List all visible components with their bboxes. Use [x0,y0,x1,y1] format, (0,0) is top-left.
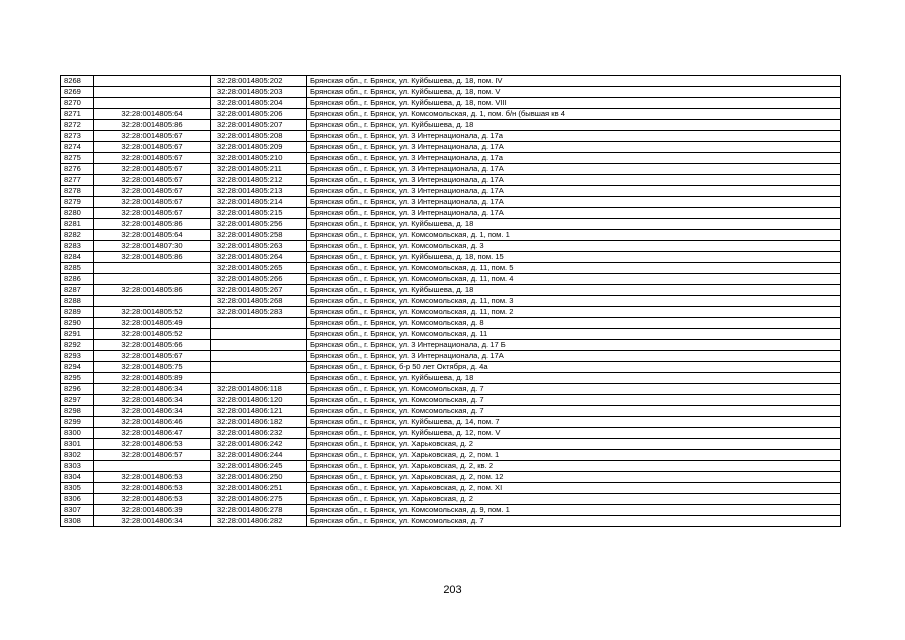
row-number-cell: 8289 [61,307,94,318]
object-cadastral-cell: 32:28:0014805:204 [211,98,307,109]
table-row [61,274,841,285]
row-number-cell: 8292 [61,340,94,351]
object-cadastral-cell: 32:28:0014806:182 [211,417,307,428]
row-number-cell: 8306 [61,494,94,505]
table-row [61,164,841,175]
parcel-cadastral-cell [94,296,211,307]
parcel-cadastral-cell: 32:28:0014805:75 [94,362,211,373]
parcel-cadastral-cell [94,98,211,109]
parcel-cadastral-cell: 32:28:0014805:49 [94,318,211,329]
address-cell: Брянская обл., г. Брянск, ул. Комсомольская, д. 7 [307,384,841,395]
row-number-cell: 8274 [61,142,94,153]
address-cell: Брянская обл., г. Брянск, ул. Комсомольская, д. 7 [307,406,841,417]
parcel-cadastral-cell: 32:28:0014806:53 [94,494,211,505]
address-cell: Брянская обл., г. Брянск, ул. Куйбышева, д. 18 [307,219,841,230]
table-row [61,362,841,373]
table-row [61,461,841,472]
parcel-cadastral-cell: 32:28:0014805:67 [94,131,211,142]
row-number-cell: 8302 [61,450,94,461]
object-cadastral-cell: 32:28:0014805:202 [211,76,307,87]
parcel-cadastral-cell: 32:28:0014806:57 [94,450,211,461]
row-number-cell: 8293 [61,351,94,362]
address-cell: Брянская обл., г. Брянск, ул. Комсомольская, д. 11, пом. 4 [307,274,841,285]
row-number-cell: 8285 [61,263,94,274]
address-cell: Брянская обл., г. Брянск, ул. 3 Интернационала, д. 17А [307,175,841,186]
object-cadastral-cell: 32:28:0014805:265 [211,263,307,274]
table-row [61,98,841,109]
parcel-cadastral-cell: 32:28:0014807:30 [94,241,211,252]
row-number-cell: 8295 [61,373,94,384]
parcel-cadastral-cell: 32:28:0014806:39 [94,505,211,516]
address-cell: Брянская обл., г. Брянск, ул. Комсомольская, д. 1, пом. 1 [307,230,841,241]
table-row [61,142,841,153]
row-number-cell: 8300 [61,428,94,439]
parcel-cadastral-cell [94,461,211,472]
address-cell: Брянская обл., г. Брянск, ул. Куйбышева, д. 18, пом. IV [307,76,841,87]
parcel-cadastral-cell: 32:28:0014805:86 [94,120,211,131]
object-cadastral-cell: 32:28:0014806:275 [211,494,307,505]
object-cadastral-cell: 32:28:0014805:268 [211,296,307,307]
object-cadastral-cell: 32:28:0014806:250 [211,472,307,483]
parcel-cadastral-cell [94,274,211,285]
address-cell: Брянская обл., г. Брянск, ул. 3 Интернационала, д. 17А [307,351,841,362]
object-cadastral-cell: 32:28:0014806:278 [211,505,307,516]
parcel-cadastral-cell: 32:28:0014805:64 [94,109,211,120]
parcel-cadastral-cell: 32:28:0014805:67 [94,142,211,153]
address-cell: Брянская обл., г. Брянск, ул. Комсомольская, д. 1, пом. б/н (бывшая кв 4 [307,109,841,120]
address-cell: Брянская обл., г. Брянск, ул. Комсомольская, д. 11, пом. 2 [307,307,841,318]
parcel-cadastral-cell: 32:28:0014805:67 [94,351,211,362]
address-cell: Брянская обл., г. Брянск, ул. Куйбышева, д. 18, пом. V [307,87,841,98]
parcel-cadastral-cell: 32:28:0014805:52 [94,329,211,340]
table-row [61,340,841,351]
object-cadastral-cell: 32:28:0014805:263 [211,241,307,252]
row-number-cell: 8291 [61,329,94,340]
parcel-cadastral-cell: 32:28:0014805:66 [94,340,211,351]
table-row [61,186,841,197]
address-cell: Брянская обл., г. Брянск, ул. 3 Интернационала, д. 17а [307,131,841,142]
row-number-cell: 8277 [61,175,94,186]
object-cadastral-cell: 32:28:0014806:118 [211,384,307,395]
row-number-cell: 8305 [61,483,94,494]
parcel-cadastral-cell: 32:28:0014805:67 [94,208,211,219]
registry-table [60,75,841,527]
object-cadastral-cell: 32:28:0014805:256 [211,219,307,230]
parcel-cadastral-cell: 32:28:0014805:67 [94,175,211,186]
table-row [61,417,841,428]
address-cell: Брянская обл., г. Брянск, ул. Комсомольская, д. 7 [307,395,841,406]
address-cell: Брянская обл., г. Брянск, ул. Куйбышева, д. 18 [307,373,841,384]
address-cell: Брянская обл., г. Брянск, ул. Харьковская, д. 2, кв. 2 [307,461,841,472]
row-number-cell: 8301 [61,439,94,450]
parcel-cadastral-cell [94,263,211,274]
object-cadastral-cell: 32:28:0014805:208 [211,131,307,142]
row-number-cell: 8286 [61,274,94,285]
row-number-cell: 8269 [61,87,94,98]
object-cadastral-cell: 32:28:0014806:242 [211,439,307,450]
object-cadastral-cell [211,329,307,340]
row-number-cell: 8273 [61,131,94,142]
object-cadastral-cell: 32:28:0014806:121 [211,406,307,417]
object-cadastral-cell [211,373,307,384]
table-row [61,472,841,483]
table-row [61,153,841,164]
parcel-cadastral-cell: 32:28:0014805:89 [94,373,211,384]
registry-table-body [61,76,841,527]
row-number-cell: 8283 [61,241,94,252]
parcel-cadastral-cell: 32:28:0014806:53 [94,472,211,483]
address-cell: Брянская обл., г. Брянск, ул. Комсомольская, д. 9, пом. 1 [307,505,841,516]
table-row [61,263,841,274]
table-row [61,120,841,131]
row-number-cell: 8303 [61,461,94,472]
address-cell: Брянская обл., г. Брянск, ул. Куйбышева, д. 18 [307,285,841,296]
address-cell: Брянская обл., г. Брянск, ул. Комсомольская, д. 7 [307,516,841,527]
parcel-cadastral-cell: 32:28:0014805:67 [94,186,211,197]
row-number-cell: 8278 [61,186,94,197]
object-cadastral-cell: 32:28:0014805:203 [211,87,307,98]
object-cadastral-cell [211,362,307,373]
object-cadastral-cell: 32:28:0014805:207 [211,120,307,131]
object-cadastral-cell: 32:28:0014805:283 [211,307,307,318]
object-cadastral-cell: 32:28:0014805:266 [211,274,307,285]
table-row [61,208,841,219]
address-cell: Брянская обл., г. Брянск, ул. Комсомольская, д. 3 [307,241,841,252]
address-cell: Брянская обл., г. Брянск, ул. 3 Интернационала, д. 17А [307,164,841,175]
parcel-cadastral-cell: 32:28:0014806:46 [94,417,211,428]
parcel-cadastral-cell: 32:28:0014806:34 [94,516,211,527]
table-row [61,175,841,186]
row-number-cell: 8279 [61,197,94,208]
table-row [61,230,841,241]
object-cadastral-cell: 32:28:0014805:211 [211,164,307,175]
parcel-cadastral-cell: 32:28:0014806:34 [94,406,211,417]
table-row [61,395,841,406]
table-row [61,505,841,516]
table-row [61,384,841,395]
address-cell: Брянская обл., г. Брянск, ул. Куйбышева, д. 18, пом. 15 [307,252,841,263]
parcel-cadastral-cell: 32:28:0014806:47 [94,428,211,439]
object-cadastral-cell: 32:28:0014806:120 [211,395,307,406]
row-number-cell: 8275 [61,153,94,164]
address-cell: Брянская обл., г. Брянск, ул. Харьковская, д. 2 [307,494,841,505]
address-cell: Брянская обл., г. Брянск, ул. Комсомольская, д. 11, пом. 3 [307,296,841,307]
table-row [61,373,841,384]
object-cadastral-cell: 32:28:0014806:282 [211,516,307,527]
address-cell: Брянская обл., г. Брянск, ул. Куйбышева, д. 18 [307,120,841,131]
parcel-cadastral-cell: 32:28:0014805:64 [94,230,211,241]
object-cadastral-cell: 32:28:0014805:267 [211,285,307,296]
parcel-cadastral-cell: 32:28:0014806:53 [94,483,211,494]
row-number-cell: 8268 [61,76,94,87]
object-cadastral-cell: 32:28:0014806:245 [211,461,307,472]
row-number-cell: 8272 [61,120,94,131]
row-number-cell: 8281 [61,219,94,230]
object-cadastral-cell: 32:28:0014805:206 [211,109,307,120]
object-cadastral-cell: 32:28:0014806:251 [211,483,307,494]
table-row [61,483,841,494]
object-cadastral-cell: 32:28:0014805:214 [211,197,307,208]
row-number-cell: 8294 [61,362,94,373]
address-cell: Брянская обл., г. Брянск, ул. 3 Интернационала, д. 17А [307,186,841,197]
table-row [61,109,841,120]
address-cell: Брянская обл., г. Брянск, б-р 50 лет Октября, д. 4а [307,362,841,373]
table-row [61,351,841,362]
object-cadastral-cell: 32:28:0014805:209 [211,142,307,153]
row-number-cell: 8284 [61,252,94,263]
row-number-cell: 8290 [61,318,94,329]
address-cell: Брянская обл., г. Брянск, ул. Харьковская, д. 2, пом. 1 [307,450,841,461]
object-cadastral-cell: 32:28:0014806:244 [211,450,307,461]
row-number-cell: 8299 [61,417,94,428]
row-number-cell: 8298 [61,406,94,417]
address-cell: Брянская обл., г. Брянск, ул. Комсомольская, д. 11, пом. 5 [307,263,841,274]
row-number-cell: 8282 [61,230,94,241]
table-row [61,285,841,296]
parcel-cadastral-cell: 32:28:0014805:67 [94,153,211,164]
row-number-cell: 8288 [61,296,94,307]
table-row [61,219,841,230]
object-cadastral-cell [211,318,307,329]
table-row [61,296,841,307]
row-number-cell: 8270 [61,98,94,109]
page-number: 203 [443,584,462,596]
address-cell: Брянская обл., г. Брянск, ул. 3 Интернационала, д. 17 Б [307,340,841,351]
parcel-cadastral-cell: 32:28:0014806:53 [94,439,211,450]
row-number-cell: 8304 [61,472,94,483]
parcel-cadastral-cell: 32:28:0014805:67 [94,197,211,208]
parcel-cadastral-cell: 32:28:0014805:86 [94,285,211,296]
table-row [61,241,841,252]
address-cell: Брянская обл., г. Брянск, ул. Комсомольская, д. 8 [307,318,841,329]
table-row [61,439,841,450]
object-cadastral-cell [211,340,307,351]
row-number-cell: 8308 [61,516,94,527]
table-row [61,307,841,318]
object-cadastral-cell: 32:28:0014805:264 [211,252,307,263]
table-row [61,516,841,527]
address-cell: Брянская обл., г. Брянск, ул. 3 Интернационала, д. 17а [307,153,841,164]
row-number-cell: 8307 [61,505,94,516]
parcel-cadastral-cell: 32:28:0014805:86 [94,219,211,230]
object-cadastral-cell: 32:28:0014806:232 [211,428,307,439]
table-row [61,131,841,142]
row-number-cell: 8296 [61,384,94,395]
parcel-cadastral-cell [94,87,211,98]
parcel-cadastral-cell: 32:28:0014806:34 [94,384,211,395]
parcel-cadastral-cell: 32:28:0014805:86 [94,252,211,263]
table-row [61,428,841,439]
table-row [61,329,841,340]
table-row [61,252,841,263]
object-cadastral-cell: 32:28:0014805:258 [211,230,307,241]
table-row [61,318,841,329]
address-cell: Брянская обл., г. Брянск, ул. Комсомольская, д. 11 [307,329,841,340]
table-row [61,76,841,87]
parcel-cadastral-cell: 32:28:0014805:67 [94,164,211,175]
object-cadastral-cell [211,351,307,362]
address-cell: Брянская обл., г. Брянск, ул. Харьковская, д. 2 [307,439,841,450]
row-number-cell: 8280 [61,208,94,219]
object-cadastral-cell: 32:28:0014805:213 [211,186,307,197]
table-row [61,494,841,505]
address-cell: Брянская обл., г. Брянск, ул. 3 Интернационала, д. 17А [307,142,841,153]
object-cadastral-cell: 32:28:0014805:215 [211,208,307,219]
parcel-cadastral-cell: 32:28:0014805:52 [94,307,211,318]
address-cell: Брянская обл., г. Брянск, ул. 3 Интернационала, д. 17А [307,197,841,208]
parcel-cadastral-cell: 32:28:0014806:34 [94,395,211,406]
object-cadastral-cell: 32:28:0014805:212 [211,175,307,186]
table-row [61,197,841,208]
address-cell: Брянская обл., г. Брянск, ул. Куйбышева, д. 12, пом. V [307,428,841,439]
table-row [61,450,841,461]
row-number-cell: 8271 [61,109,94,120]
address-cell: Брянская обл., г. Брянск, ул. Харьковская, д. 2, пом. 12 [307,472,841,483]
address-cell: Брянская обл., г. Брянск, ул. Куйбышева, д. 18, пом. VIII [307,98,841,109]
row-number-cell: 8276 [61,164,94,175]
object-cadastral-cell: 32:28:0014805:210 [211,153,307,164]
parcel-cadastral-cell [94,76,211,87]
address-cell: Брянская обл., г. Брянск, ул. Харьковская, д. 2, пом. XI [307,483,841,494]
table-row [61,406,841,417]
table-row [61,87,841,98]
address-cell: Брянская обл., г. Брянск, ул. 3 Интернационала, д. 17А [307,208,841,219]
row-number-cell: 8297 [61,395,94,406]
address-cell: Брянская обл., г. Брянск, ул. Куйбышева, д. 14, пом. 7 [307,417,841,428]
row-number-cell: 8287 [61,285,94,296]
